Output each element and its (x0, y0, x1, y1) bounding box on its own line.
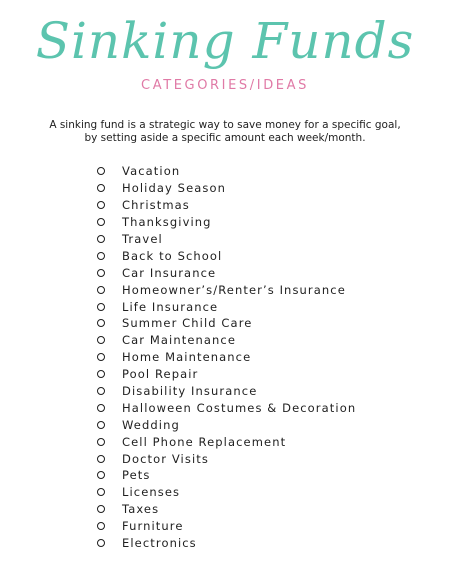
category-label: Licenses (122, 485, 181, 500)
category-label: Christmas (122, 198, 190, 213)
circle-icon (97, 404, 105, 412)
circle-icon (97, 201, 105, 209)
category-label: Cell Phone Replacement (122, 434, 287, 449)
list-item (97, 433, 356, 450)
list-item (97, 366, 356, 383)
list-item (97, 450, 356, 467)
circle-icon (97, 455, 105, 463)
list-item (97, 383, 356, 400)
list-item (97, 315, 356, 332)
circle-icon (97, 522, 105, 530)
list-item (97, 518, 356, 535)
category-label: Taxes (122, 502, 160, 517)
list-item (97, 180, 356, 197)
category-label: Travel (122, 232, 163, 246)
category-label: Home Maintenance (122, 350, 252, 365)
category-label: Thanksgiving (122, 215, 212, 230)
category-label: Wedding (122, 417, 180, 432)
circle-icon (97, 269, 105, 277)
category-label: Pets (122, 468, 151, 483)
category-label: Car Maintenance (122, 333, 237, 348)
category-label: Disability Insurance (122, 384, 258, 399)
category-label: Vacation (122, 164, 181, 179)
list-item (97, 231, 356, 248)
list-item (97, 535, 356, 552)
circle-icon (97, 319, 105, 327)
page-subtitle: CATEGORIES/IDEAS (141, 78, 309, 93)
list-item (97, 484, 356, 501)
category-label: Pool Repair (122, 367, 199, 382)
circle-icon (97, 218, 105, 226)
list-item (97, 332, 356, 349)
category-label: Back to School (122, 248, 223, 263)
circle-icon (97, 286, 105, 294)
circle-icon (97, 336, 105, 344)
list-item (97, 416, 356, 433)
list-item (97, 281, 356, 298)
circle-icon (97, 421, 105, 429)
circle-icon (97, 235, 105, 243)
circle-icon (97, 387, 105, 395)
list-item (97, 501, 356, 518)
circle-icon (97, 353, 105, 361)
category-label: Holiday Season (122, 181, 227, 196)
circle-icon (97, 370, 105, 378)
circle-icon (97, 252, 105, 260)
circle-icon (97, 167, 105, 175)
circle-icon (97, 488, 105, 496)
category-label: Furniture (122, 519, 184, 534)
circle-icon (97, 539, 105, 547)
category-label: Life Insurance (122, 299, 219, 314)
circle-icon (97, 184, 105, 192)
list-item (97, 467, 356, 484)
category-label: Electronics (122, 536, 197, 551)
circle-icon (97, 438, 105, 446)
list-item (97, 247, 356, 264)
category-list (97, 163, 356, 551)
category-label: Homeowner’s/Renter’s Insurance (122, 282, 346, 297)
description-text: A sinking fund is a strategic way to save money for a specific goal, by setting aside a specific amount each week/month. (49, 119, 401, 144)
list-item (97, 298, 356, 315)
page-title: Sinking Funds (35, 12, 415, 70)
list-item (97, 399, 356, 416)
circle-icon (97, 471, 105, 479)
list-item (97, 349, 356, 366)
category-label: Summer Child Care (122, 316, 253, 331)
category-label: Halloween Costumes & Decoration (122, 400, 357, 415)
circle-icon (97, 303, 105, 311)
list-item (97, 163, 356, 180)
category-label: Car Insurance (122, 265, 217, 280)
list-item (97, 264, 356, 281)
list-item (97, 214, 356, 231)
circle-icon (97, 505, 105, 513)
category-label: Doctor Visits (122, 451, 209, 466)
list-item (97, 197, 356, 214)
